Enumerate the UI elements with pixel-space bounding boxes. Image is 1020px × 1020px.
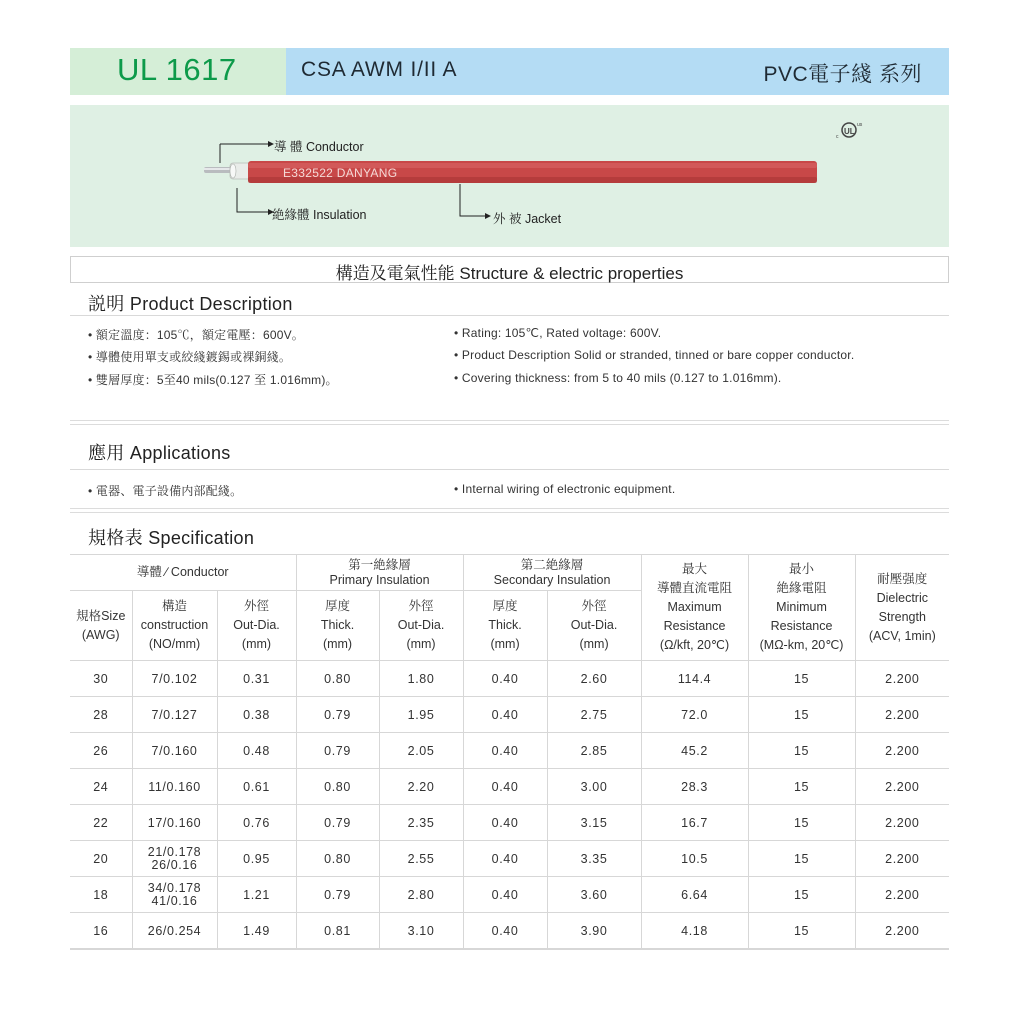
max-resistance-header xyxy=(641,555,748,661)
cell-p-thick: 0.81 xyxy=(296,913,379,949)
thick-header-line: 厚度 xyxy=(325,599,351,613)
cell-p-od: 1.80 xyxy=(379,661,463,697)
cell-dielectric: 2.200 xyxy=(855,805,949,841)
secondary-zh: 第二絶緣層 xyxy=(520,557,584,572)
construction-line: 41/0.16 xyxy=(151,893,198,908)
divider xyxy=(70,420,949,425)
cell-cond-od: 0.61 xyxy=(217,769,296,805)
cell-dielectric: 2.200 xyxy=(855,697,949,733)
od-header-line: (mm) xyxy=(579,637,609,651)
min-res-line: Minimum xyxy=(776,600,827,614)
max-res-line: (Ω/kft, 20℃) xyxy=(659,638,730,652)
cell-min-res: 15 xyxy=(748,805,855,841)
cell-min-res: 15 xyxy=(748,877,855,913)
svg-text:us: us xyxy=(857,122,863,128)
thick-header-line: 厚度 xyxy=(492,599,518,613)
cell-min-res: 15 xyxy=(748,733,855,769)
cell-p-thick: 0.79 xyxy=(296,697,379,733)
table-row xyxy=(70,913,949,949)
min-res-line: 最小 xyxy=(789,562,815,576)
cell-p-thick: 0.80 xyxy=(296,661,379,697)
divider xyxy=(70,949,949,950)
od-header-line: Out-Dia. xyxy=(233,618,280,632)
cell-p-od: 2.35 xyxy=(379,805,463,841)
thick-header-line: (mm) xyxy=(490,637,520,651)
cell-p-od: 2.80 xyxy=(379,877,463,913)
thick-header-line: Thick. xyxy=(488,618,522,632)
thick-header-line: (mm) xyxy=(322,637,353,651)
cell-size: 24 xyxy=(70,769,132,805)
cell-cond-od: 0.38 xyxy=(217,697,296,733)
cell-max-res: 4.18 xyxy=(641,913,748,949)
series-label: PVC電子綫 系列 xyxy=(763,63,922,86)
conductor-label: 導 體 Conductor xyxy=(274,140,364,154)
applications-heading: 應用 Applications xyxy=(88,443,231,463)
cell-max-res: 72.0 xyxy=(641,697,748,733)
table-row xyxy=(70,841,949,877)
conductor-group-header xyxy=(70,555,296,591)
table-row xyxy=(70,661,949,697)
cell-size: 16 xyxy=(70,913,132,949)
cell-size: 18 xyxy=(70,877,132,913)
table-row xyxy=(70,805,949,841)
table-row xyxy=(70,697,949,733)
od-header-line: (mm) xyxy=(406,637,436,651)
cell-dielectric: 2.200 xyxy=(855,733,949,769)
p-od-header xyxy=(379,591,463,661)
construction-line: 26/0.254 xyxy=(147,923,202,938)
construction-header-line: construction xyxy=(140,618,209,632)
primary-en: Primary Insulation xyxy=(329,572,430,587)
cell-s-thick: 0.40 xyxy=(463,805,547,841)
cell-construction xyxy=(132,661,217,697)
model-number: UL 1617 xyxy=(117,52,237,87)
divider xyxy=(70,508,949,513)
cell-max-res: 16.7 xyxy=(641,805,748,841)
thick-header-line: Thick. xyxy=(320,618,355,632)
desc-zh-2: • 導體使用單支或絞綫鍍錫或裸銅綫。 xyxy=(88,350,292,364)
cell-p-od: 1.95 xyxy=(379,697,463,733)
construction-header xyxy=(132,591,217,661)
jacket-label: 外 被 Jacket xyxy=(493,212,562,226)
cell-s-thick: 0.40 xyxy=(463,877,547,913)
insulation-label: 絶緣體 Insulation xyxy=(272,208,367,222)
cell-size: 30 xyxy=(70,661,132,697)
cell-construction xyxy=(132,913,217,949)
cell-min-res: 15 xyxy=(748,697,855,733)
cell-size: 26 xyxy=(70,733,132,769)
cell-s-thick: 0.40 xyxy=(463,913,547,949)
construction-line: 7/0.102 xyxy=(151,671,198,686)
min-res-line: Resistance xyxy=(770,619,833,633)
construction-line: 34/0.178 xyxy=(147,880,202,895)
cell-p-od: 3.10 xyxy=(379,913,463,949)
cell-p-thick: 0.80 xyxy=(296,841,379,877)
cell-cond-od: 1.49 xyxy=(217,913,296,949)
cell-cond-od: 0.95 xyxy=(217,841,296,877)
od-header-line: (mm) xyxy=(241,637,272,651)
cell-cond-od: 0.76 xyxy=(217,805,296,841)
specification-table xyxy=(70,554,949,949)
cell-s-od: 3.60 xyxy=(547,877,641,913)
cell-s-od: 2.60 xyxy=(547,661,641,697)
cell-dielectric: 2.200 xyxy=(855,877,949,913)
cell-construction xyxy=(132,805,217,841)
standard-label: CSA AWM I/II A xyxy=(301,58,458,81)
p-thick-header xyxy=(296,591,379,661)
cell-p-thick: 0.79 xyxy=(296,805,379,841)
min-res-line: (MΩ-km, 20℃) xyxy=(759,638,844,652)
max-res-line: Maximum xyxy=(667,600,722,614)
cell-size: 20 xyxy=(70,841,132,877)
size-header-line: (AWG) xyxy=(81,627,120,642)
cell-s-thick: 0.40 xyxy=(463,769,547,805)
cell-max-res: 10.5 xyxy=(641,841,748,877)
svg-text:UL: UL xyxy=(844,127,855,136)
cell-p-thick: 0.79 xyxy=(296,733,379,769)
cell-construction xyxy=(132,697,217,733)
size-header-line: 規格Size xyxy=(76,608,126,623)
cell-p-thick: 0.79 xyxy=(296,877,379,913)
cell-size: 28 xyxy=(70,697,132,733)
cell-s-od: 3.15 xyxy=(547,805,641,841)
cell-construction xyxy=(132,769,217,805)
cell-p-thick: 0.80 xyxy=(296,769,379,805)
cell-min-res: 15 xyxy=(748,769,855,805)
construction-line: 17/0.160 xyxy=(147,815,202,830)
cell-min-res: 15 xyxy=(748,661,855,697)
cell-p-od: 2.20 xyxy=(379,769,463,805)
cell-p-od: 2.55 xyxy=(379,841,463,877)
construction-line: 21/0.178 xyxy=(147,844,202,859)
dielectric-line: Dielectric xyxy=(876,590,928,605)
cell-s-thick: 0.40 xyxy=(463,661,547,697)
max-res-line: 導體直流電阻 xyxy=(657,581,733,595)
cell-s-thick: 0.40 xyxy=(463,733,547,769)
cell-s-thick: 0.40 xyxy=(463,841,547,877)
app-en: • Internal wiring of electronic equipment. xyxy=(454,482,676,496)
construction-line: 26/0.16 xyxy=(151,857,198,872)
dielectric-line: (ACV, 1min) xyxy=(868,628,936,643)
cell-s-od: 2.75 xyxy=(547,697,641,733)
s-od-header xyxy=(547,591,641,661)
od-header-line: 外徑 xyxy=(408,599,434,613)
conductor-group-label: 導體 ∕ Conductor xyxy=(136,565,229,579)
cell-size: 22 xyxy=(70,805,132,841)
desc-zh-1: • 額定溫度：105℃，額定電壓：600V。 xyxy=(88,328,304,342)
cell-s-thick: 0.40 xyxy=(463,697,547,733)
secondary-insulation-header xyxy=(463,555,641,591)
cell-max-res: 114.4 xyxy=(641,661,748,697)
ul-certification-icon xyxy=(836,122,863,140)
min-res-line: 絶緣電阻 xyxy=(776,581,827,595)
max-res-line: Resistance xyxy=(663,619,726,633)
construction-line: 7/0.127 xyxy=(151,707,198,722)
cell-max-res: 45.2 xyxy=(641,733,748,769)
desc-en-2: • Product Description Solid or stranded, tinned or bare copper conductor. xyxy=(454,348,855,362)
dielectric-header xyxy=(855,555,949,661)
construction-header-line: 構造 xyxy=(161,599,187,613)
desc-en-3: • Covering thickness: from 5 to 40 mils (0.127 to 1.016mm). xyxy=(454,371,782,385)
specification-table-body xyxy=(70,661,949,949)
construction-line: 11/0.160 xyxy=(148,779,201,794)
construction-line: 7/0.160 xyxy=(151,743,198,758)
primary-insulation-header xyxy=(296,555,463,591)
cell-p-od: 2.05 xyxy=(379,733,463,769)
od-header-line: 外徑 xyxy=(581,599,607,613)
min-resistance-header xyxy=(748,555,855,661)
cell-cond-od: 1.21 xyxy=(217,877,296,913)
cable-print-text: E332522 DANYANG xyxy=(283,166,398,180)
cell-s-od: 2.85 xyxy=(547,733,641,769)
cell-s-od: 3.90 xyxy=(547,913,641,949)
cond-od-header xyxy=(217,591,296,661)
section-title: 構造及電氣性能 Structure & electric properties xyxy=(335,264,684,283)
cell-construction xyxy=(132,841,217,877)
od-header-line: 外徑 xyxy=(244,599,270,613)
od-header-line: Out-Dia. xyxy=(570,618,618,632)
table-row xyxy=(70,769,949,805)
cell-dielectric: 2.200 xyxy=(855,841,949,877)
dielectric-line: Strength xyxy=(878,609,926,624)
cell-max-res: 6.64 xyxy=(641,877,748,913)
description-heading: 説明 Product Description xyxy=(88,294,293,314)
cell-construction xyxy=(132,733,217,769)
s-thick-header xyxy=(463,591,547,661)
cell-dielectric: 2.200 xyxy=(855,913,949,949)
construction-header-line: (NO/mm) xyxy=(148,637,201,651)
specification-heading: 規格表 Specification xyxy=(88,528,255,548)
cell-s-od: 3.00 xyxy=(547,769,641,805)
svg-text:c: c xyxy=(836,134,839,140)
od-header-line: Out-Dia. xyxy=(397,618,445,632)
divider xyxy=(70,315,949,316)
cell-cond-od: 0.31 xyxy=(217,661,296,697)
cell-min-res: 15 xyxy=(748,913,855,949)
section-title-bar xyxy=(70,256,949,283)
primary-zh: 第一絶緣層 xyxy=(348,557,411,572)
table-group-header-row xyxy=(70,555,949,591)
cell-max-res: 28.3 xyxy=(641,769,748,805)
desc-zh-3: • 雙層厚度：5至40 mils(0.127 至 1.016mm)。 xyxy=(88,373,338,387)
size-header xyxy=(70,591,132,661)
cell-dielectric: 2.200 xyxy=(855,661,949,697)
cell-dielectric: 2.200 xyxy=(855,769,949,805)
desc-en-1: • Rating: 105℃, Rated voltage: 600V. xyxy=(454,326,662,340)
cell-min-res: 15 xyxy=(748,841,855,877)
app-zh: • 電器、電子設備内部配綫。 xyxy=(88,484,243,498)
cell-construction xyxy=(132,877,217,913)
table-row xyxy=(70,733,949,769)
dielectric-line: 耐壓强度 xyxy=(877,571,928,586)
cell-cond-od: 0.48 xyxy=(217,733,296,769)
max-res-line: 最大 xyxy=(682,562,708,576)
cell-s-od: 3.35 xyxy=(547,841,641,877)
table-row xyxy=(70,877,949,913)
secondary-en: Secondary Insulation xyxy=(493,572,611,587)
divider xyxy=(70,469,949,470)
